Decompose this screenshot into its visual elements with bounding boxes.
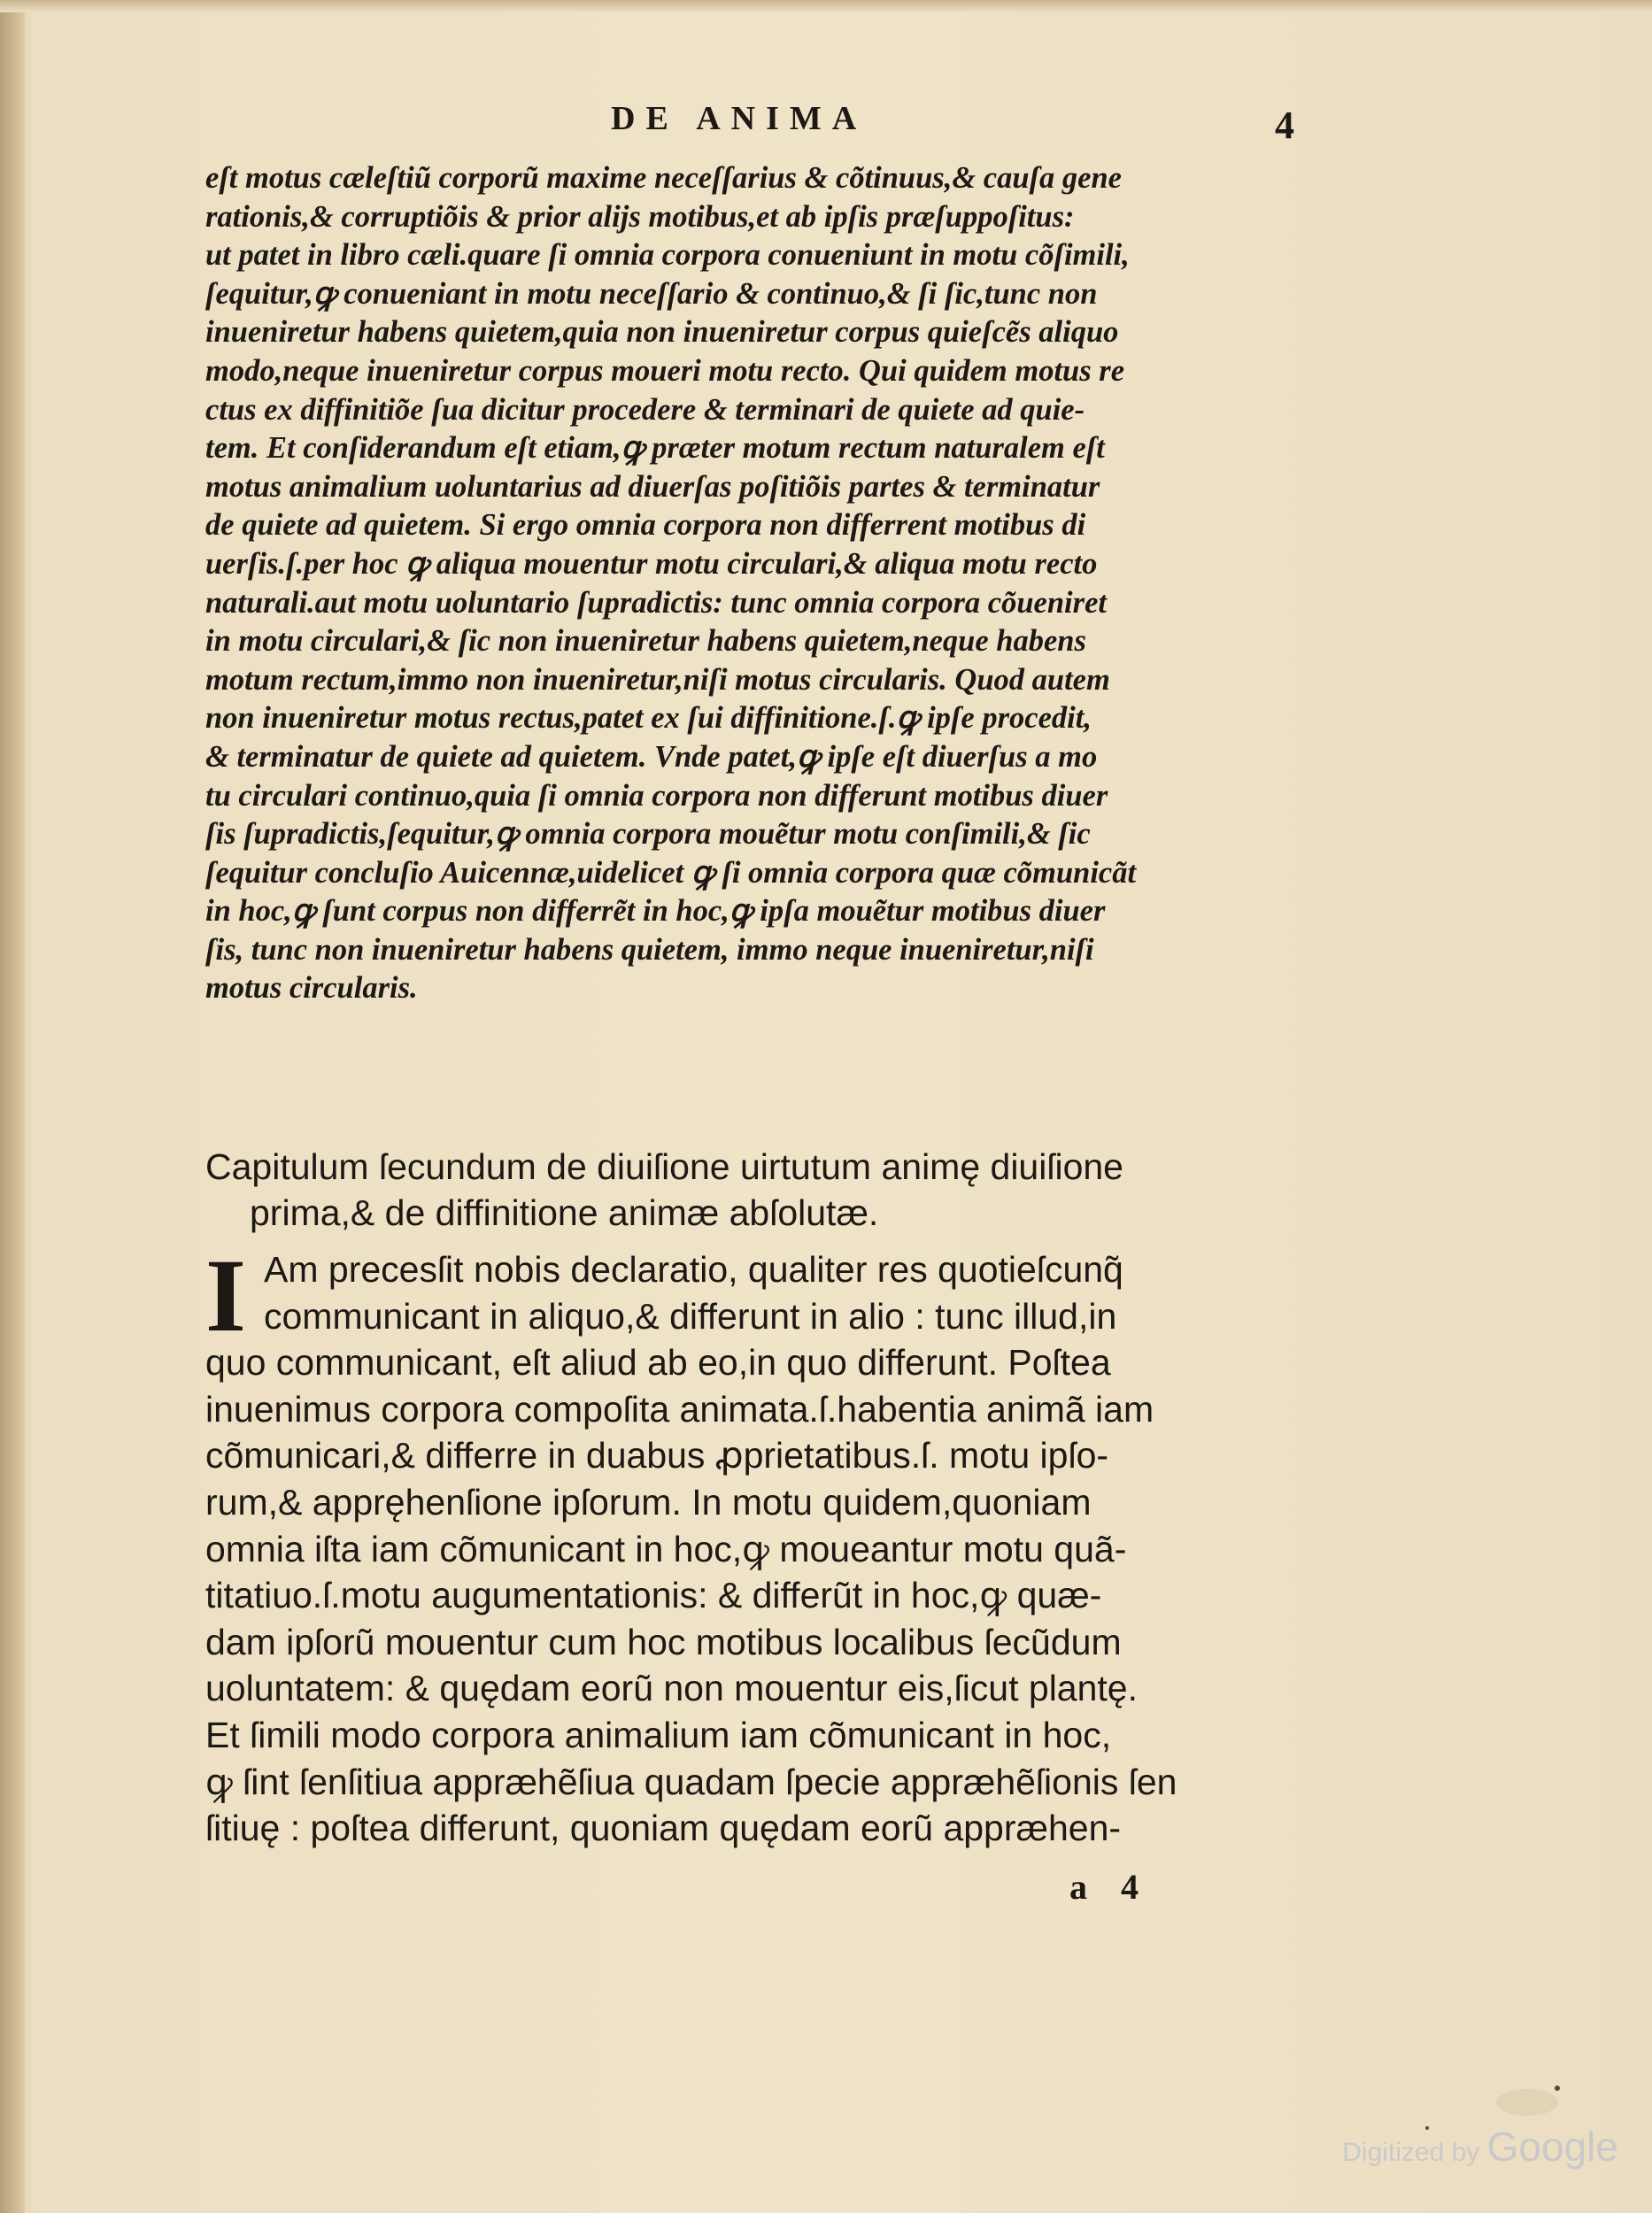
drop-cap: I xyxy=(205,1238,246,1353)
digitization-watermark xyxy=(1342,2123,1618,2171)
text-line: cõmunicari,& differre in duabus ꝓprietatibus.ſ. motu ipſo- xyxy=(205,1435,1109,1477)
commentary-line: uerſis.ſ.per hoc ꝙ aliqua mouentur motu circulari,& aliqua motu recto xyxy=(205,546,1098,581)
text-line: ſitiuę : poſtea differunt, quoniam quędam eorũ appræhen- xyxy=(205,1808,1122,1849)
commentary-line: ſequitur concluſio Auicennæ,uidelicet ꝙ ſi omnia corpora quæ cõmunicãt xyxy=(205,855,1137,890)
commentary-line: tu circulari continuo,quia ſi omnia corpora non differunt motibus diuer xyxy=(205,778,1108,813)
commentary-line: ctus ex diffinitiõe ſua dicitur procedere & terminari de quiete ad quie- xyxy=(205,392,1085,427)
chapter-heading-line: Capitulum ſecundum de diuiſione uirtutum animę diuiſione xyxy=(205,1146,1123,1187)
commentary-line: in motu circulari,& ſic non inueniretur habens quietem,neque habens xyxy=(205,624,1086,659)
commentary-line: de quiete ad quietem. Si ergo omnia corpora non differrent motibus di xyxy=(205,508,1086,543)
text-line: dam ipſorũ mouentur cum hoc motibus localibus ſecũdum xyxy=(205,1621,1122,1662)
page-number: 4 xyxy=(1275,104,1294,147)
text-line: uoluntatem: & quędam eorũ non mouentur eis,ſicut plantę. xyxy=(205,1668,1138,1709)
commentary-line: tem. Et conſiderandum eſt etiam,ꝙ præter motum rectum naturalem eſt xyxy=(205,431,1105,466)
text-line: quo communicant, eſt aliud ab eo,in quo differunt. Poſtea xyxy=(205,1342,1111,1384)
commentary-line: & terminatur de quiete ad quietem. Vnde patet,ꝙ ipſe eſt diuerſus a mo xyxy=(205,739,1098,774)
ink-speck xyxy=(1555,2086,1560,2091)
commentary-line: ſis, tunc non inueniretur habens quietem, immo neque inueniretur,niſi xyxy=(205,932,1094,967)
watermark-brand: Google xyxy=(1486,2124,1618,2170)
commentary-line: motus circularis. xyxy=(205,971,418,1006)
commentary-line: naturali.aut motu uoluntario ſupradictis: tunc omnia corpora cõueniret xyxy=(205,585,1107,620)
text-line: omnia iſta iam cõmunicant in hoc,ꝙ moueantur motu quã- xyxy=(205,1528,1127,1569)
commentary-line: eſt motus cæleſtiũ corporũ maxime neceſſarius & cõtinuus,& cauſa gene xyxy=(205,161,1122,195)
commentary-line: inueniretur habens quietem,quia non inueniretur corpus quieſcẽs aliquo xyxy=(205,315,1119,350)
text-line: inuenimus corpora compoſita animata.ſ.habentia animã iam xyxy=(205,1388,1154,1430)
commentary-line: rationis,& corruptiõis & prior alijs motibus,et ab ipſis præſuppoſitus: xyxy=(205,199,1075,234)
commentary-block xyxy=(205,159,1289,1008)
main-text-block xyxy=(205,1238,1303,1852)
commentary-line: modo,neque inueniretur corpus moueri motu recto. Qui quidem motus re xyxy=(205,353,1125,388)
text-line: Et ſimili modo corpora animalium iam cõmunicant in hoc, xyxy=(205,1714,1112,1755)
chapter-heading xyxy=(205,1144,1303,1236)
page-header xyxy=(0,99,1652,152)
page-top-edge xyxy=(0,0,1652,12)
watermark-prefix: Digitized by xyxy=(1342,2138,1480,2167)
commentary-line: ut patet in libro cæli.quare ſi omnia corpora conueniunt in motu cõſimili, xyxy=(205,238,1130,273)
signature-mark: a 4 xyxy=(1069,1867,1151,1907)
commentary-line: non inueniretur motus rectus,patet ex ſui diffinitione.ſ.ꝙ ipſe procedit, xyxy=(205,701,1092,736)
text-line: rum,& appręhenſione ipſorum. In motu quidem,quoniam xyxy=(205,1481,1092,1523)
text-line: ꝙ ſint ſenſitiua appræhẽſiua quadam ſpecie appræhẽſionis ſen xyxy=(205,1761,1177,1802)
text-line: communicant in aliquo,& differunt in alio : tunc illud,in xyxy=(264,1295,1117,1337)
text-line: titatiuo.ſ.motu augumentationis: & differũt in hoc,ꝙ quæ- xyxy=(205,1575,1102,1616)
page-gutter-edge xyxy=(0,0,25,2213)
commentary-line: ſequitur,ꝙ conueniant in motu neceſſario & continuo,& ſi ſic,tunc non xyxy=(205,276,1098,311)
text-line: Am precesſit nobis declaratio, qualiter res quotieſcunq̃ xyxy=(264,1249,1123,1290)
commentary-line: ſis ſupradictis,ſequitur,ꝙ omnia corpora mouẽtur motu conſimili,& ſic xyxy=(205,817,1091,852)
running-title: DE ANIMA xyxy=(611,100,868,137)
paper-stain xyxy=(1496,2089,1558,2116)
commentary-line: motus animalium uoluntarius ad diuerſas poſitiõis partes & terminatur xyxy=(205,469,1100,504)
chapter-heading-line: prima,& de diffinitione animæ abſolutæ. xyxy=(250,1192,879,1233)
commentary-line: motum rectum,immo non inueniretur,niſi motus circularis. Quod autem xyxy=(205,662,1110,697)
commentary-line: in hoc,ꝙ ſunt corpus non differrẽt in hoc,ꝙ ipſa mouẽtur motibus diuer xyxy=(205,894,1106,929)
